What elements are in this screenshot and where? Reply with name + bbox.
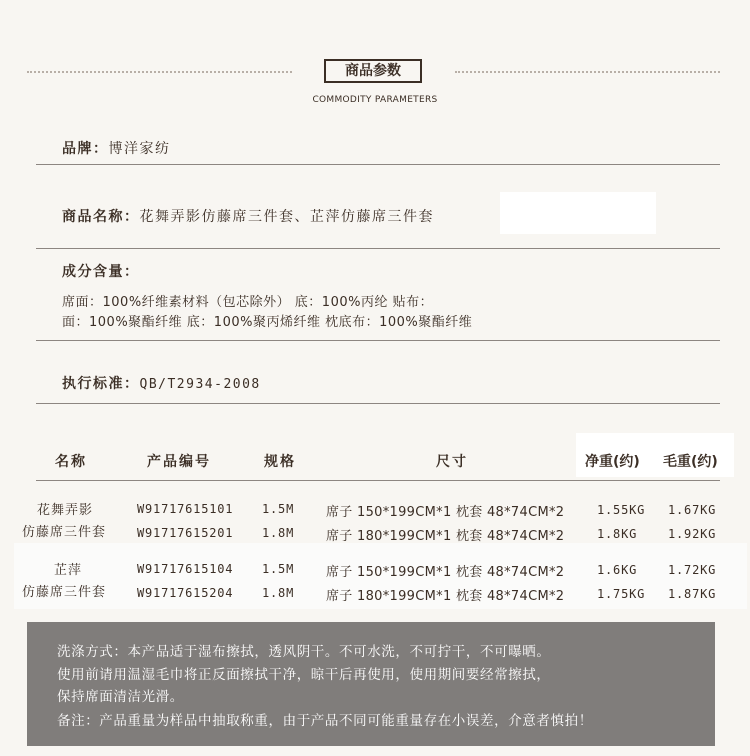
table-cell-gross: 1.67KG bbox=[668, 503, 717, 517]
table-cell-size: 席子 150*199CM*1 枕套 48*74CM*2 bbox=[326, 565, 565, 580]
table-cell-gross: 1.72KG bbox=[668, 563, 717, 577]
header-left-dotted-line bbox=[27, 71, 292, 73]
column-header-spec: 规格 bbox=[264, 454, 296, 470]
table-cell-size: 席子 180*199CM*1 枕套 48*74CM*2 bbox=[326, 529, 565, 544]
column-header-name: 名称 bbox=[55, 454, 87, 470]
table-cell-size: 席子 150*199CM*1 枕套 48*74CM*2 bbox=[326, 505, 565, 520]
product-name-row bbox=[62, 206, 434, 226]
table-cell-gross: 1.92KG bbox=[668, 527, 717, 541]
table-cell-spec: 1.5M bbox=[262, 562, 295, 576]
composition-line-1: 席面：100%纤维素材料（包芯除外） 底：100%丙纶 贴布： bbox=[62, 295, 434, 310]
brand-label: 品牌： bbox=[62, 141, 109, 157]
divider bbox=[36, 403, 720, 404]
table-cell-net: 1.55KG bbox=[597, 503, 646, 517]
standard-label: 执行标准： bbox=[62, 376, 140, 392]
table-cell-gross: 1.87KG bbox=[668, 587, 717, 601]
product-name-label: 商品名称： bbox=[62, 209, 140, 225]
divider bbox=[36, 164, 720, 165]
care-notes-line: 使用前请用温湿毛巾将正反面擦拭干净，晾干后再使用，使用期间要经常擦拭， bbox=[57, 667, 551, 683]
standard-value: QB/T2934-2008 bbox=[139, 377, 261, 392]
brand-value: 博洋家纺 bbox=[108, 141, 171, 157]
care-notes-box bbox=[27, 622, 715, 746]
product-name-cell: 芷萍 bbox=[54, 563, 83, 578]
highlight-patch bbox=[500, 192, 656, 234]
divider bbox=[36, 340, 720, 341]
table-cell-spec: 1.8M bbox=[262, 526, 295, 540]
table-cell-code: W91717615104 bbox=[137, 562, 234, 576]
table-cell-net: 1.75KG bbox=[597, 587, 646, 601]
column-header-gross-weight: 毛重(约) bbox=[663, 454, 718, 470]
product-name-cell: 花舞弄影 bbox=[37, 503, 94, 518]
column-header-code: 产品编号 bbox=[147, 454, 211, 470]
divider bbox=[36, 248, 720, 249]
composition-line-2: 面：100%聚酯纤维 底：100%聚丙烯纤维 枕底布：100%聚酯纤维 bbox=[62, 315, 473, 330]
brand-row bbox=[62, 138, 171, 158]
table-cell-code: W91717615204 bbox=[137, 586, 234, 600]
table-cell-spec: 1.8M bbox=[262, 586, 295, 600]
header-right-dotted-line bbox=[455, 71, 720, 73]
standard-row bbox=[62, 373, 261, 393]
table-cell-code: W91717615101 bbox=[137, 502, 234, 516]
table-cell-size: 席子 180*199CM*1 枕套 48*74CM*2 bbox=[326, 589, 565, 604]
table-cell-net: 1.8KG bbox=[597, 527, 638, 541]
product-name-cell: 仿藤席三件套 bbox=[22, 525, 107, 540]
table-cell-spec: 1.5M bbox=[262, 502, 295, 516]
section-title: 商品参数 bbox=[324, 59, 422, 83]
product-name-value: 花舞弄影仿藤席三件套、芷萍仿藤席三件套 bbox=[139, 209, 434, 225]
product-name-cell: 仿藤席三件套 bbox=[22, 585, 107, 600]
table-header-divider bbox=[36, 480, 720, 481]
section-subtitle: COMMODITY PARAMETERS bbox=[312, 95, 438, 105]
composition-label: 成分含量： bbox=[62, 264, 140, 280]
table-cell-net: 1.6KG bbox=[597, 563, 638, 577]
column-header-size: 尺寸 bbox=[436, 454, 468, 470]
care-notes-line: 备注：产品重量为样品中抽取称重，由于产品不同可能重量存在小误差，介意者慎拍！ bbox=[57, 713, 593, 729]
care-notes-line: 保持席面清洁光滑。 bbox=[57, 689, 184, 705]
column-header-net-weight: 净重(约) bbox=[585, 454, 640, 470]
table-cell-code: W91717615201 bbox=[137, 526, 234, 540]
care-notes-line: 洗涤方式：本产品适于湿布擦拭，透风阴干。不可水洗，不可拧干，不可曝晒。 bbox=[57, 644, 551, 660]
